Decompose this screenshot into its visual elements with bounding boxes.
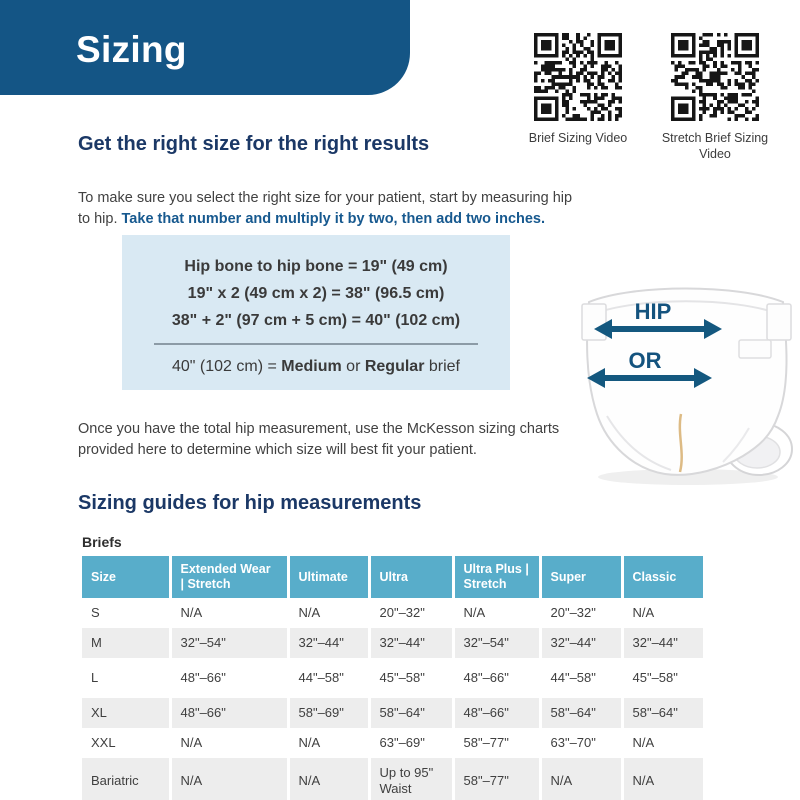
calc-divider: [154, 343, 478, 345]
calculation-box: [122, 235, 510, 390]
range-cell: 32"–54": [453, 628, 540, 658]
range-cell: N/A: [540, 758, 622, 800]
range-cell: N/A: [170, 728, 288, 758]
table-row: [82, 758, 703, 800]
range-cell: 20"–32": [369, 598, 453, 628]
qr-figure-stretch-brief-sizing: [650, 33, 780, 162]
left-tab: [582, 304, 606, 340]
range-cell: 20"–32": [540, 598, 622, 628]
range-cell: 58"–64": [540, 698, 622, 728]
range-cell: N/A: [622, 758, 703, 800]
range-cell: 63"–69": [369, 728, 453, 758]
hip-label: HIP: [634, 299, 672, 324]
column-header: Extended Wear | Stretch: [170, 556, 288, 598]
intro-heading: Get the right size for the right results: [78, 133, 430, 155]
calc-result: [122, 355, 510, 379]
calc-line: Hip bone to hip bone = 19" (49 cm): [184, 258, 448, 275]
table-body: [82, 598, 703, 800]
range-cell: 48"–66": [453, 698, 540, 728]
qr-figure-brief-sizing: [517, 33, 639, 146]
range-cell: 48"–66": [453, 658, 540, 698]
size-cell: M: [82, 628, 170, 658]
column-header: Ultra: [369, 556, 453, 598]
calc-result-prefix: 40" (102 cm) =: [171, 358, 282, 375]
qr-label-stretch-brief-sizing: Stretch Brief Sizing Video: [661, 131, 769, 161]
column-header: Super: [540, 556, 622, 598]
range-cell: 32"–44": [288, 628, 369, 658]
table-row: [82, 658, 703, 698]
range-cell: 48"–66": [170, 698, 288, 728]
range-cell: 58"–77": [453, 728, 540, 758]
header-banner: [0, 0, 410, 95]
right-tab: [767, 304, 791, 340]
range-cell: 32"–44": [540, 628, 622, 658]
right-lower-tab: [739, 340, 771, 358]
range-cell: 63"–70": [540, 728, 622, 758]
size-cell: L: [82, 658, 170, 698]
table-row: [82, 598, 703, 628]
calc-result-size: Medium: [281, 358, 342, 375]
range-cell: 45"–58": [369, 658, 453, 698]
table-header-row: [82, 556, 703, 598]
range-cell: N/A: [288, 728, 369, 758]
column-header: Size: [82, 556, 170, 598]
range-cell: N/A: [632, 735, 655, 750]
column-header: Ultra Plus | Stretch: [453, 556, 540, 598]
table-section-heading: Sizing guides for hip measurements: [78, 492, 422, 514]
intro-text-normal: To make sure you select the right size for your patient, start by measuring hip to hip.: [78, 189, 573, 227]
column-header: Classic: [622, 556, 703, 598]
calc-result-or: or: [341, 358, 365, 375]
page-title: Sizing: [76, 29, 187, 70]
range-cell: Up to 95" Waist: [369, 758, 453, 800]
range-cell: 58"–64": [622, 698, 703, 728]
or-label: OR: [628, 348, 662, 373]
qr-label-brief-sizing: Brief Sizing Video: [528, 131, 628, 145]
range-cell: 44"–58": [540, 658, 622, 698]
table-subheading: Briefs: [82, 534, 122, 550]
range-cell: N/A: [453, 598, 540, 628]
size-cell: XXL: [82, 728, 170, 758]
range-cell: 48"–66": [170, 658, 288, 698]
range-cell: 58"–77": [453, 758, 540, 800]
sizing-table: [82, 556, 703, 800]
range-cell: 32"–44": [369, 628, 453, 658]
intro-text-bold: Take that number and multiply it by two, then add two inches.: [121, 211, 546, 227]
qr-code-brief-sizing-icon: [534, 33, 622, 121]
range-cell: 45"–58": [632, 670, 678, 685]
size-cell: XL: [82, 698, 170, 728]
range-cell: N/A: [170, 758, 288, 800]
calc-result-suffix: brief: [424, 358, 460, 375]
intro-paragraph: [78, 188, 586, 231]
range-cell: N/A: [170, 598, 288, 628]
calc-result-type: Regular: [364, 358, 425, 375]
size-cell: S: [82, 598, 170, 628]
range-cell: N/A: [288, 758, 369, 800]
range-cell: N/A: [288, 598, 369, 628]
column-header: Ultimate: [288, 556, 369, 598]
range-cell: 58"–64": [369, 698, 453, 728]
size-cell: Bariatric: [82, 758, 170, 800]
table-row: [82, 698, 703, 728]
brief-body: [587, 289, 786, 475]
range-cell: 32"–44": [622, 628, 703, 658]
outro-paragraph: Once you have the total hip measurement, use the McKesson sizing charts provided here to determine which size will best fit your patient.: [78, 420, 560, 458]
calc-lines: [122, 253, 510, 334]
table-row: [82, 628, 703, 658]
qr-code-stretch-brief-sizing-icon: [671, 33, 759, 121]
range-cell: 44"–58": [288, 658, 369, 698]
calc-line: 19" x 2 (49 cm x 2) = 38" (96.5 cm): [187, 285, 445, 302]
calc-line: 38" + 2" (97 cm + 5 cm) = 40" (102 cm): [171, 312, 461, 329]
brief-illustration: [573, 266, 800, 488]
range-cell: N/A: [632, 605, 655, 620]
table-row: [82, 728, 703, 758]
range-cell: 58"–69": [288, 698, 369, 728]
range-cell: 32"–54": [170, 628, 288, 658]
